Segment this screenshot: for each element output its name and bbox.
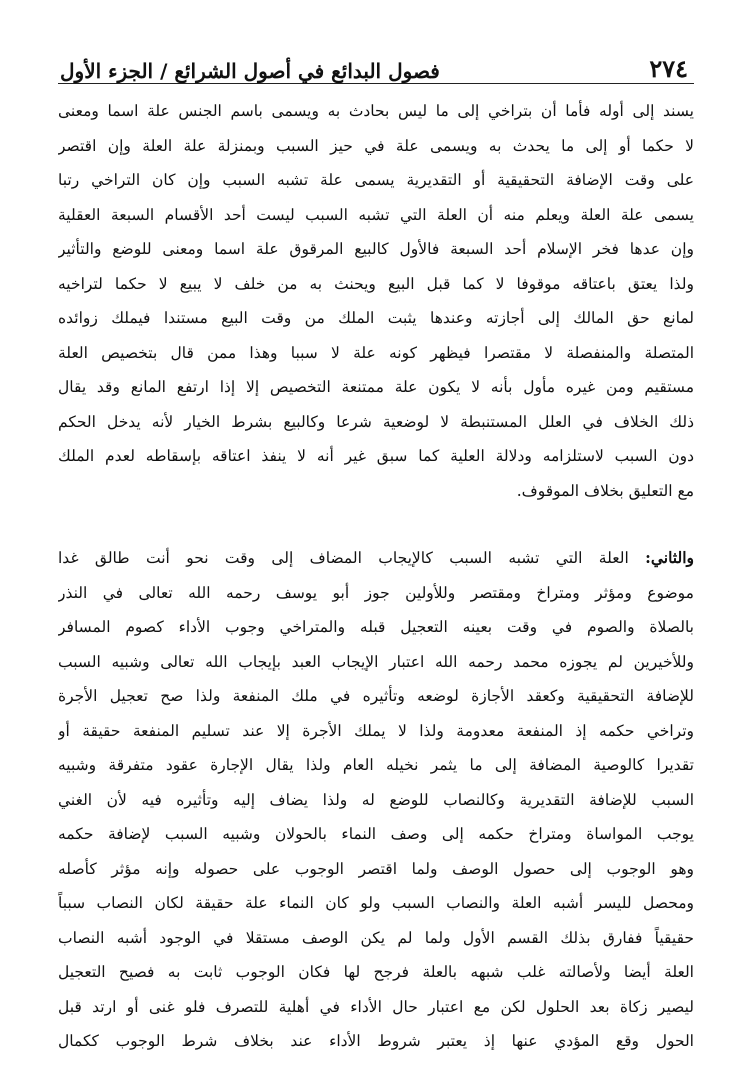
text-line: للإضافة التحقيقية وكعقد الأجازة لوضعه وتأثيره في ملك المنفعة ولذا صح تعجيل الأجرة bbox=[58, 687, 694, 705]
text-line: مع التعليق بخلاف الموقوف. bbox=[516, 481, 694, 500]
text-line: تقديرا كالوصية المضافة إلى ما يثمر نخيله العام ولذا يقال الإجارة عقود متفرقة وشبيه bbox=[58, 756, 694, 774]
text-line: وهو الوجوب إلى حصول الوصف ولما اقتصر الوجوب على حصوله وإنه مؤثر كأصله bbox=[58, 859, 694, 878]
text-line: بالصلاة والصوم في وقت بعينه التعجيل قبله والمتراخي وجوب الأداء كصوم المسافر bbox=[58, 618, 694, 636]
text-line: يوجب المواساة ومتراخ حكمه إلى وصف النماء بالحولان وشبيه السبب لإضافة حكمه bbox=[58, 825, 694, 843]
text-line: ذلك الخلاف في العلل المستنبطة لا لوضعية شرعا وكالبيع بشرط الخيار لأنه يدخل الحكم bbox=[58, 412, 694, 431]
paragraph-first bbox=[58, 94, 694, 508]
text-line: على وقت الإضافة التحقيقية أو التقديرية يسمى علة تشبه السبب وإن كان التراخي رتبا bbox=[58, 171, 694, 189]
text-line: الحول وقع المؤدي عنها إذ يعتبر شروط الأداء عند بخلاف شرط الوجوب ككمال bbox=[58, 1032, 694, 1050]
page-header bbox=[58, 44, 694, 84]
text-line: ولذا يعتق باعتاقه موقوفا لا كما قبل البيع ويحنث به من خلف لا يبيع لا حكما لتراخيه bbox=[58, 274, 694, 293]
text-line: مستقيم ومن غيره مأول بأنه لا يكون علة ممتنعة التخصيص إلا إذا ارتفع المانع وقد يقال bbox=[58, 378, 694, 396]
text-line: السبب للإضافة التقديرية وكالنصاب للوضع له ولذا يضاف إليه وتأثيره فيه لأن الغني bbox=[58, 790, 694, 809]
text-line: العلة أيضا ولأصالته غلب شبهه بالعلة فرجح لها فكان الوجوب ثابت به فصيح التعجيل bbox=[58, 963, 694, 981]
section-lead-word: والثاني: bbox=[645, 548, 694, 567]
text-line: وللأخيرين لم يجوزه محمد رحمه الله اعتبار الإيجاب العبد بإيجاب الله تعالى وشبيه السبب bbox=[58, 652, 694, 671]
text-line: موضوع ومؤثر ومتراخ ومقتصر وللأولين جوز أبو يوسف رحمه الله تعالى في النذر bbox=[58, 583, 694, 602]
text-line: المتصلة والمنفصلة لا مقتصرا فيظهر كونه علة لا سببا وهذا ممن قال بتخصيص العلة bbox=[58, 343, 694, 362]
text-line: وتراخي حكمه إذ المنفعة معدومة ولذا لا يملك الأجرة إلا عند تسليم المنفعة حقيقة أو bbox=[58, 721, 694, 740]
text-line: وإن عدها فخر الإسلام أحد السبعة فالأول كالبيع المرقوق علة اسما ومعنى للوضع والتأثير bbox=[58, 240, 694, 258]
paragraph-second bbox=[58, 541, 694, 1059]
page-number: ٢٧٤ bbox=[649, 54, 688, 83]
text-line: حقيقياً ففارق بذلك القسم الأول ولما لم يكن الوصف مستقلا في الوجود أشبه النصاب bbox=[58, 928, 694, 947]
text-line: يسمى علة العلة ويعلم منه أن العلة التي تشبه السبب ليست أحد الأقسام السبعة العقلية bbox=[58, 205, 694, 224]
text-line: يسند إلى أوله فأما أن بتراخي إلى ما ليس بحادث به ويسمى باسم الجنس علة اسما ومعنى bbox=[58, 102, 694, 120]
text-line: دون السبب لاستلزامه ودلالة العلية كما سبق غير أنه لا ينفذ اعتاقه بإسقاطه لعدم الملك bbox=[58, 447, 694, 465]
running-title: فصول البدائع في أصول الشرائع / الجزء الأول bbox=[60, 59, 440, 83]
text-line-lead bbox=[58, 541, 694, 576]
text-line: لمانع حق المالك إلى أجازته وعندها يثبت الملك من وقت البيع مستندا فيملك زوائده bbox=[58, 309, 694, 327]
text-line: لا حكما أو إلى ما يحدث به ويسمى علة في حيز السبب وبمنزلة علة العلة وإن اقتصر bbox=[58, 136, 694, 155]
text-line: ومحصل لليسر أشبه العلة والنصاب السبب ولو كان النماء علة حقيقة لكان النصاب سبباً bbox=[58, 894, 694, 912]
text-line-rest: العلة التي تشبه السبب كالإيجاب المضاف إلى وقت نحو أنت طالق غدا bbox=[58, 549, 629, 567]
text-line: ليصير زكاة بعد الحلول لكن مع اعتبار حال الأداء في أهلية للتصرف فلو غنى أو ارتد قبل bbox=[58, 997, 694, 1016]
